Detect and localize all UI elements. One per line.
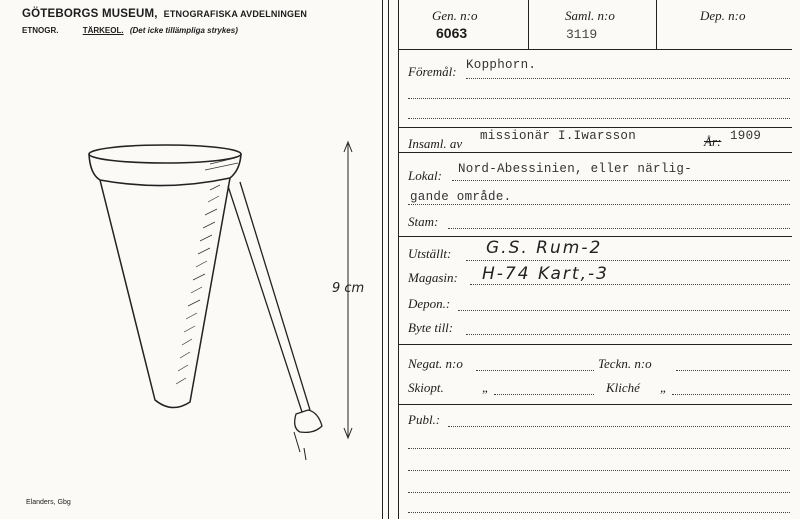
publ-line-1 [448, 426, 790, 427]
foremal-line-2 [408, 98, 790, 99]
utstallt-line [466, 260, 790, 261]
box-divider-2 [656, 0, 657, 50]
rule-3 [398, 236, 792, 237]
teckn-line [676, 370, 790, 371]
negat-label: Negat. n:o [408, 356, 463, 371]
teckn-label: Teckn. n:o [598, 356, 652, 371]
rule-2 [398, 152, 792, 153]
magasin-value: H-74 Kart,-3 [482, 264, 609, 284]
card-border-left [398, 0, 399, 519]
department-name: ETNOGRAFISKA AVDELNINGEN [163, 9, 308, 19]
insaml-value: missionär I.Iwarsson [480, 129, 637, 143]
gen-value: 6063 [436, 25, 468, 41]
lokal-line-2 [408, 204, 790, 205]
utstallt-label: Utställt: [408, 246, 452, 261]
publ-label: Publ.: [408, 412, 441, 427]
gen-label: Gen. n:o [432, 8, 478, 23]
rule-1 [398, 127, 792, 128]
insaml-label: Insaml. av [408, 136, 463, 151]
depon-line [458, 310, 790, 311]
skiopt-ditto: „ [482, 380, 490, 395]
foremal-line-3 [408, 118, 790, 119]
foremal-value: Kopphorn. [466, 58, 537, 72]
saml-label: Saml. n:o [565, 8, 615, 23]
utstallt-value: G.S. Rum-2 [486, 238, 603, 258]
sub-header [22, 26, 238, 35]
museum-header [22, 8, 307, 20]
lokal-value-2: gande område. [410, 190, 512, 204]
rule-5 [398, 404, 792, 405]
publ-line-2 [408, 448, 790, 449]
skiopt-label: Skiopt. [408, 380, 444, 395]
ar-value: 1909 [730, 129, 762, 143]
negat-line [476, 370, 594, 371]
kliche-ditto: „ [660, 380, 668, 395]
skiopt-line [494, 394, 594, 395]
byte-label: Byte till: [408, 320, 454, 335]
magasin-label: Magasin: [408, 270, 458, 285]
sub-note: (Det icke tillämpliga strykes) [129, 26, 238, 35]
printer-imprint: Elanders, Gbg [26, 499, 71, 506]
publ-line-5 [408, 512, 790, 513]
lokal-value-1: Nord-Abessinien, eller närlig- [458, 162, 693, 176]
ar-label: År: [704, 134, 722, 149]
kliche-label: Kliché [606, 380, 640, 395]
scale-label: 9 cm [332, 281, 365, 296]
museum-name: GÖTEBORGS MUSEUM, [22, 8, 158, 20]
stam-label: Stam: [408, 214, 439, 229]
publ-line-4 [408, 492, 790, 493]
magasin-line [470, 284, 790, 285]
depon-label: Depon.: [408, 296, 451, 311]
cupping-horn-drawing [60, 130, 390, 480]
sub-tark: TÄRKEOL. [82, 26, 124, 35]
foremal-line [466, 78, 790, 79]
index-line-1 [382, 0, 383, 519]
stam-line [448, 228, 790, 229]
rule-4 [398, 344, 792, 345]
lokal-line-1 [452, 180, 790, 181]
header-rule [398, 49, 792, 50]
sub-left: ETNOGR. [22, 26, 59, 35]
byte-line [466, 334, 790, 335]
kliche-line [672, 394, 790, 395]
publ-line-3 [408, 470, 790, 471]
index-line-2 [388, 0, 389, 519]
lokal-label: Lokal: [408, 168, 442, 183]
box-divider-1 [528, 0, 529, 50]
foremal-label: Föremål: [408, 64, 457, 79]
saml-value: 3119 [566, 27, 598, 42]
dep-label: Dep. n:o [700, 8, 746, 23]
